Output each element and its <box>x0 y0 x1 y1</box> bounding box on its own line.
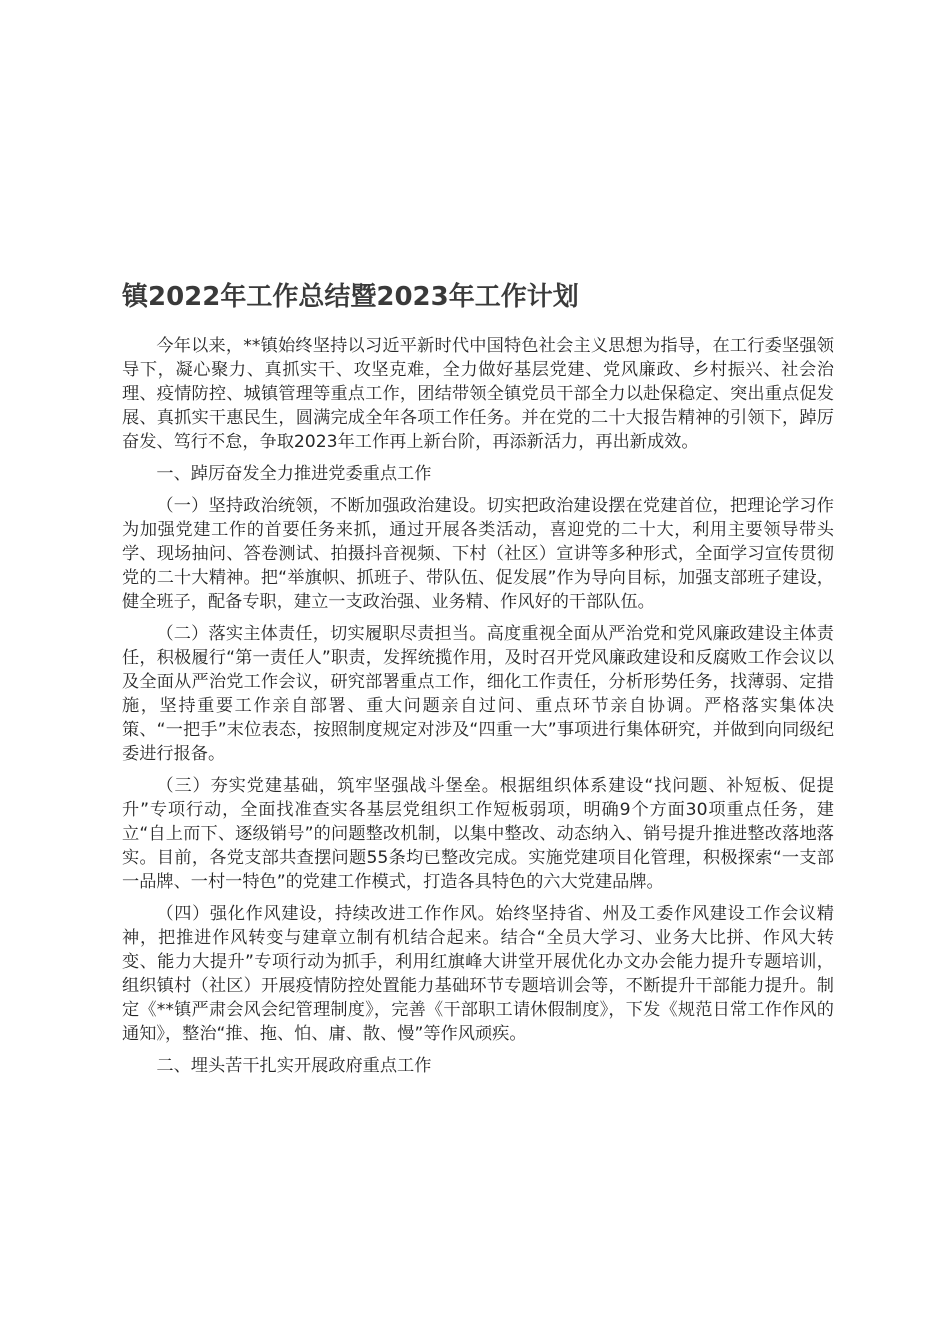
section-heading-2: 二、埋头苦干扎实开展政府重点工作 <box>156 1056 432 1076</box>
document-body <box>122 334 834 1086</box>
section-1-item-3: （三）夯实党建基础，筑牢坚强战斗堡垒。根据组织体系建设“找问题、补短板、促提升”专项行动，全面找准查实各基层党组织工作短板弱项，明确9个方面30项重点任务，建立“自上而下、逐级销号”的问题整改机制，以集中整改、动态纳入、销号提升推进整改落地落实。目前，各党支部共查摆问题55条均已整改完成。实施党建项目化管理，积极探索“一支部一品牌、一村一特色”的党建工作模式，打造各具特色的六大党建品牌。 <box>122 776 834 892</box>
section-1-item-2: （二）落实主体责任，切实履职尽责担当。高度重视全面从严治党和党风廉政建设主体责任，积极履行“第一责任人”职责，发挥统揽作用，及时召开党风廉政建设和反腐败工作会议以及全面从严治党工作会议，研究部署重点工作，细化工作责任，分析形势任务，找薄弱、定措施，坚持重要工作亲自部署、重大问题亲自过问、重点环节亲自协调。严格落实集体决策、“一把手”末位表态，按照制度规定对涉及“四重一大”事项进行集体研究，并做到向同级纪委进行报备。 <box>122 624 834 764</box>
section-1-item-1: （一）坚持政治统领，不断加强政治建设。切实把政治建设摆在党建首位，把理论学习作为加强党建工作的首要任务来抓，通过开展各类活动，喜迎党的二十大，利用主要领导带头学、现场抽问、答卷测试、拍摄抖音视频、下村（社区）宣讲等多种形式，全面学习宣传贯彻党的二十大精神。把“举旗帜、抓班子、带队伍、促发展”作为导向目标，加强支部班子建设，健全班子，配备专职，建立一支政治强、业务精、作风好的干部队伍。 <box>122 496 834 612</box>
document-title: 镇2022年工作总结暨2023年工作计划 <box>122 282 579 312</box>
intro-paragraph: 今年以来，**镇始终坚持以习近平新时代中国特色社会主义思想为指导，在工行委坚强领导下，凝心聚力、真抓实干、攻坚克难，全力做好基层党建、党风廉政、乡村振兴、社会治理、疫情防控、城镇管理等重点工作，团结带领全镇党员干部全力以赴保稳定、突出重点促发展、真抓实干惠民生，圆满完成全年各项工作任务。并在党的二十大报告精神的引领下，踔厉奋发、笃行不怠，争取2023年工作再上新台阶，再添新活力，再出新成效。 <box>122 336 834 452</box>
section-heading-1: 一、踔厉奋发全力推进党委重点工作 <box>156 464 432 484</box>
section-1-item-4: （四）强化作风建设，持续改进工作作风。始终坚持省、州及工委作风建设工作会议精神，把推进作风转变与建章立制有机结合起来。结合“全员大学习、业务大比拼、作风大转变、能力大提升”专项行动为抓手，利用红旗峰大讲堂开展优化办文办会能力提升专题培训，组织镇村（社区）开展疫情防控处置能力基础环节专题培训会等，不断提升干部能力提升。制定《**镇严肃会风会纪管理制度》，完善《干部职工请休假制度》，下发《规范日常工作作风的通知》，整治“推、拖、怕、庸、散、慢”等作风顽疾。 <box>122 904 834 1044</box>
